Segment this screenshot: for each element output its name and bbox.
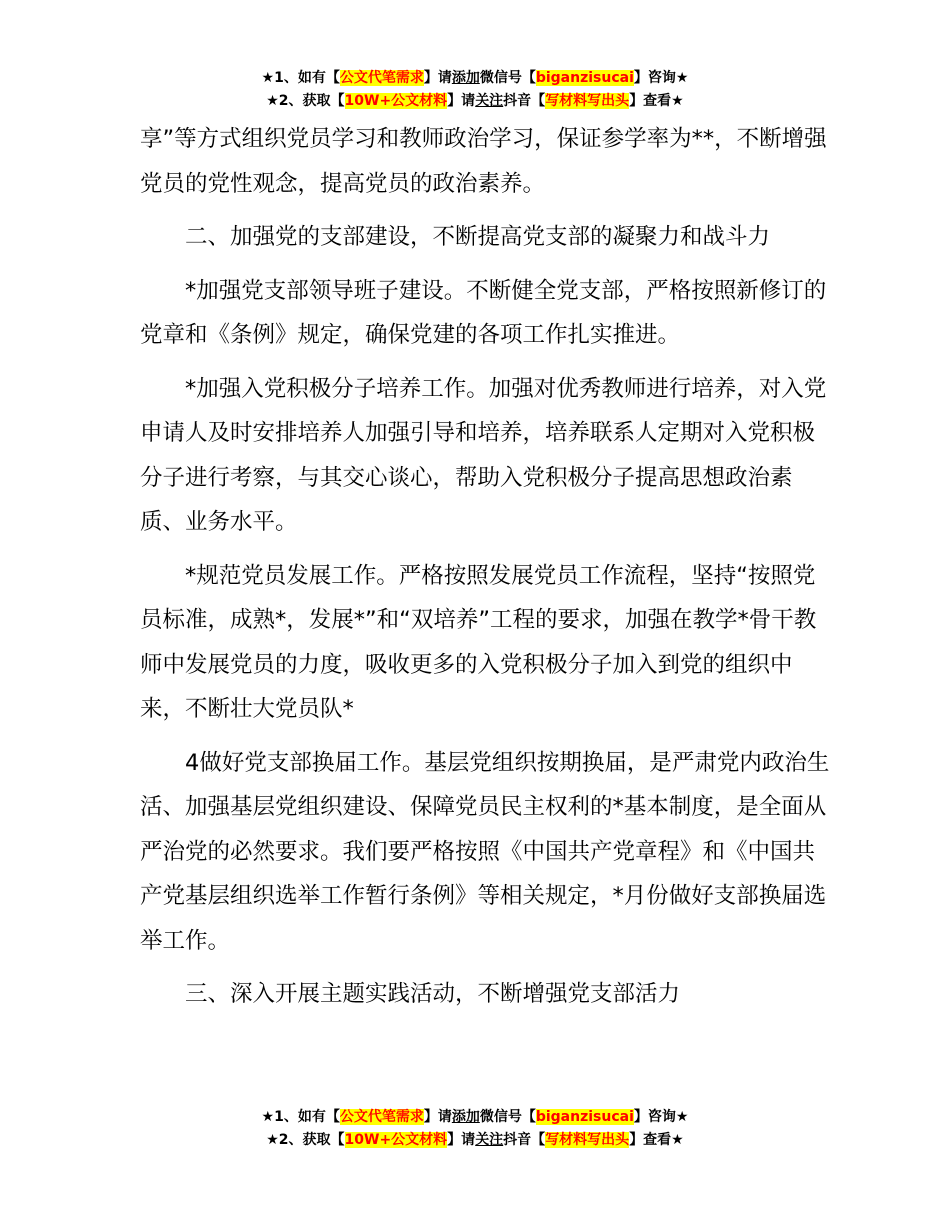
banner-text: 】咨询★ — [633, 1109, 689, 1125]
highlight-service: 公文代笔需求 — [339, 70, 424, 86]
banner-text: 】请 — [447, 1132, 476, 1148]
paragraph: 享”等方式组织党员学习和教师政治学习，保证参学率为**，不断增强党员的党性观念，提高党员的政治素养。 — [140, 126, 827, 197]
paragraph: *加强党支部领导班子建设。不断健全党支部，严格按照新修订的党章和《条例》规定，确保党建的各项工作扎实推进。 — [140, 277, 827, 348]
highlight-wechat-id: biganzisucai — [535, 1109, 634, 1125]
banner-text: 微信号【 — [479, 70, 536, 86]
banner-text: 】咨询★ — [633, 70, 689, 86]
banner-text: 】请 — [423, 1109, 452, 1125]
banner-line-2 — [0, 1129, 950, 1152]
underlined-word: 添加 — [451, 1109, 480, 1125]
banner-text: 】请 — [447, 93, 476, 109]
paragraph: 4做好党支部换届工作。基层党组织按期换届，是严肃党内政治生活、加强基层党组织建设、保障党员民主权利的*基本制度，是全面从严治党的必然要求。我们要严格按照《中国共产党章程》和《中国共产党基层组织选举工作暂行条例》等相关规定，*月份做好支部换届选举工作。 — [140, 749, 830, 954]
banner-text: ★2、获取【 — [266, 93, 345, 109]
banner-line-2 — [0, 90, 950, 113]
banner-text: 抖音【 — [503, 1132, 546, 1148]
highlight-materials: 10W+公文材料 — [344, 1132, 448, 1148]
banner-text: ★1、如有【 — [261, 70, 340, 86]
highlight-douyin: 写材料写出头 — [545, 93, 630, 109]
banner-text: 抖音【 — [503, 93, 546, 109]
paragraph: *规范党员发展工作。严格按照发展党员工作流程，坚持“按照党员标准，成熟*，发展*”和“双培养”工程的要求，加强在教学*骨干教师中发展党员的力度，吸收更多的入党积极分子加入到党的组织中来，不断壮大党员队* — [140, 562, 817, 722]
highlight-service: 公文代笔需求 — [339, 1109, 424, 1125]
banner-line-1 — [0, 67, 950, 90]
banner-text: 】查看★ — [629, 1132, 684, 1148]
section-heading: 二、加强党的支部建设，不断提高党支部的凝聚力和战斗力 — [185, 224, 771, 250]
footer-banner — [0, 1106, 950, 1152]
banner-text: 】查看★ — [629, 93, 684, 109]
banner-line-1 — [0, 1106, 950, 1129]
highlight-wechat-id: biganzisucai — [535, 70, 634, 86]
paragraph: *加强入党积极分子培养工作。加强对优秀教师进行培养，对入党申请人及时安排培养人加强引导和培养，培养联系人定期对入党积极分子进行考察，与其交心谈心，帮助入党积极分子提高思想政治素质、业务水平。 — [140, 375, 827, 535]
header-banner — [0, 67, 950, 113]
highlight-douyin: 写材料写出头 — [545, 1132, 630, 1148]
underlined-word: 关注 — [475, 93, 504, 109]
underlined-word: 关注 — [475, 1132, 504, 1148]
highlight-materials: 10W+公文材料 — [344, 93, 448, 109]
banner-text: 微信号【 — [479, 1109, 536, 1125]
document-body — [140, 117, 830, 1026]
banner-text: 】请 — [423, 70, 452, 86]
section-heading: 三、深入开展主题实践活动，不断增强党支部活力 — [185, 981, 681, 1007]
underlined-word: 添加 — [451, 70, 480, 86]
banner-text: ★2、获取【 — [266, 1132, 345, 1148]
banner-text: ★1、如有【 — [261, 1109, 340, 1125]
